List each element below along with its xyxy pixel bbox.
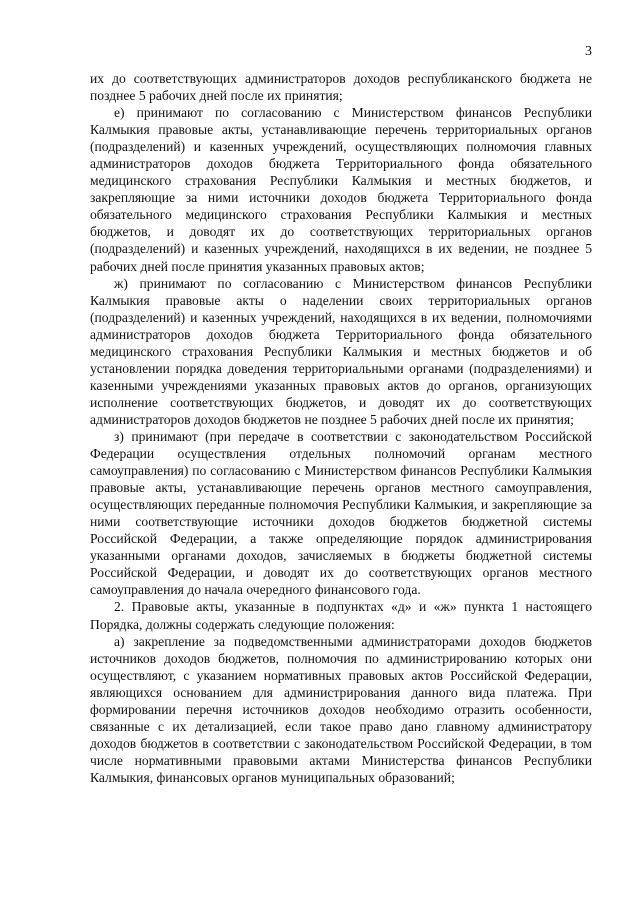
- paragraph-item-zh: ж) принимают по согласованию с Министерством финансов Республики Калмыкия правовые акты о наделении своих территориальных органов (подразделений) и казенных учреждений, находящихся в их ведении, полномочиями администраторов доходов бюджета Территориального фонда обязательного медицинского страхования Республики Калмыкия и местных бюджетов и об установлении порядка доведения территориальными органами (подразделениями) и казенными учреждениями указанных правовых актов до органов, организующих исполнение соответствующих бюджетов, и доводят их до соответствующих администраторов доходов бюджетов не позднее 5 рабочих дней после их принятия;: [90, 275, 592, 427]
- page-number: 3: [585, 44, 592, 59]
- paragraph-item-e: е) принимают по согласованию с Министерством финансов Республики Калмыкия правовые акты, устанавливающие перечень территориальных органов (подразделений) и казенных учреждений, осуществляющих полномочия главных администраторов доходов бюджета Территориального фонда обязательного медицинского страхования Республики Калмыкия и местных бюджетов, и закрепляющие за ними источники доходов бюджета Территориального фонда обязательного медицинского страхования Республики Калмыкия и местных бюджетов, и доводят их до соответствующих территориальных органов (подразделений) и казенных учреждений, находящихся в их ведении, не позднее 5 рабочих дней после принятия указанных правовых актов;: [90, 105, 592, 274]
- paragraph-continuation: их до соответствующих администраторов доходов республиканского бюджета не позднее 5 рабочих дней после их принятия;: [90, 71, 592, 104]
- paragraph-item-z: з) принимают (при передаче в соответствии с законодательством Российской Федерации осуществления отдельных полномочий органам местного самоуправления) по согласованию с Министерством финансов Республики Калмыкия правовые акты, устанавливающие перечень органов местного самоуправления, осуществляющих переданные полномочия Республики Калмыкия, и закрепляющие за ними соответствующие источники доходов бюджетов бюджетной системы Российской Федерации, а также определяющие порядок администрирования указанными органами доходов, зачисляемых в бюджеты бюджетной системы Российской Федерации, и доводят их до соответствующих органов местного самоуправления до начала очередного финансового года.: [90, 428, 592, 598]
- document-body: [90, 70, 592, 786]
- paragraph-section-2: 2. Правовые акты, указанные в подпунктах «д» и «ж» пункта 1 настоящего Порядка, должны содержать следующие положения:: [90, 599, 592, 632]
- paragraph-item-a: а) закрепление за подведомственными администраторами доходов бюджетов источников доходов бюджетов, полномочия по администрированию которых они осуществляют, с указанием нормативных правовых актов Российской Федерации, являющихся основанием для администрирования данного вида платежа. При формировании перечня источников доходов необходимо отразить особенности, связанные с их детализацией, если такое право дано главному администратору доходов бюджетов в соответствии с законодательством Российской Федерации, в том числе нормативными правовыми актами Министерства финансов Республики Калмыкия, финансовых органов муниципальных образований;: [90, 633, 592, 785]
